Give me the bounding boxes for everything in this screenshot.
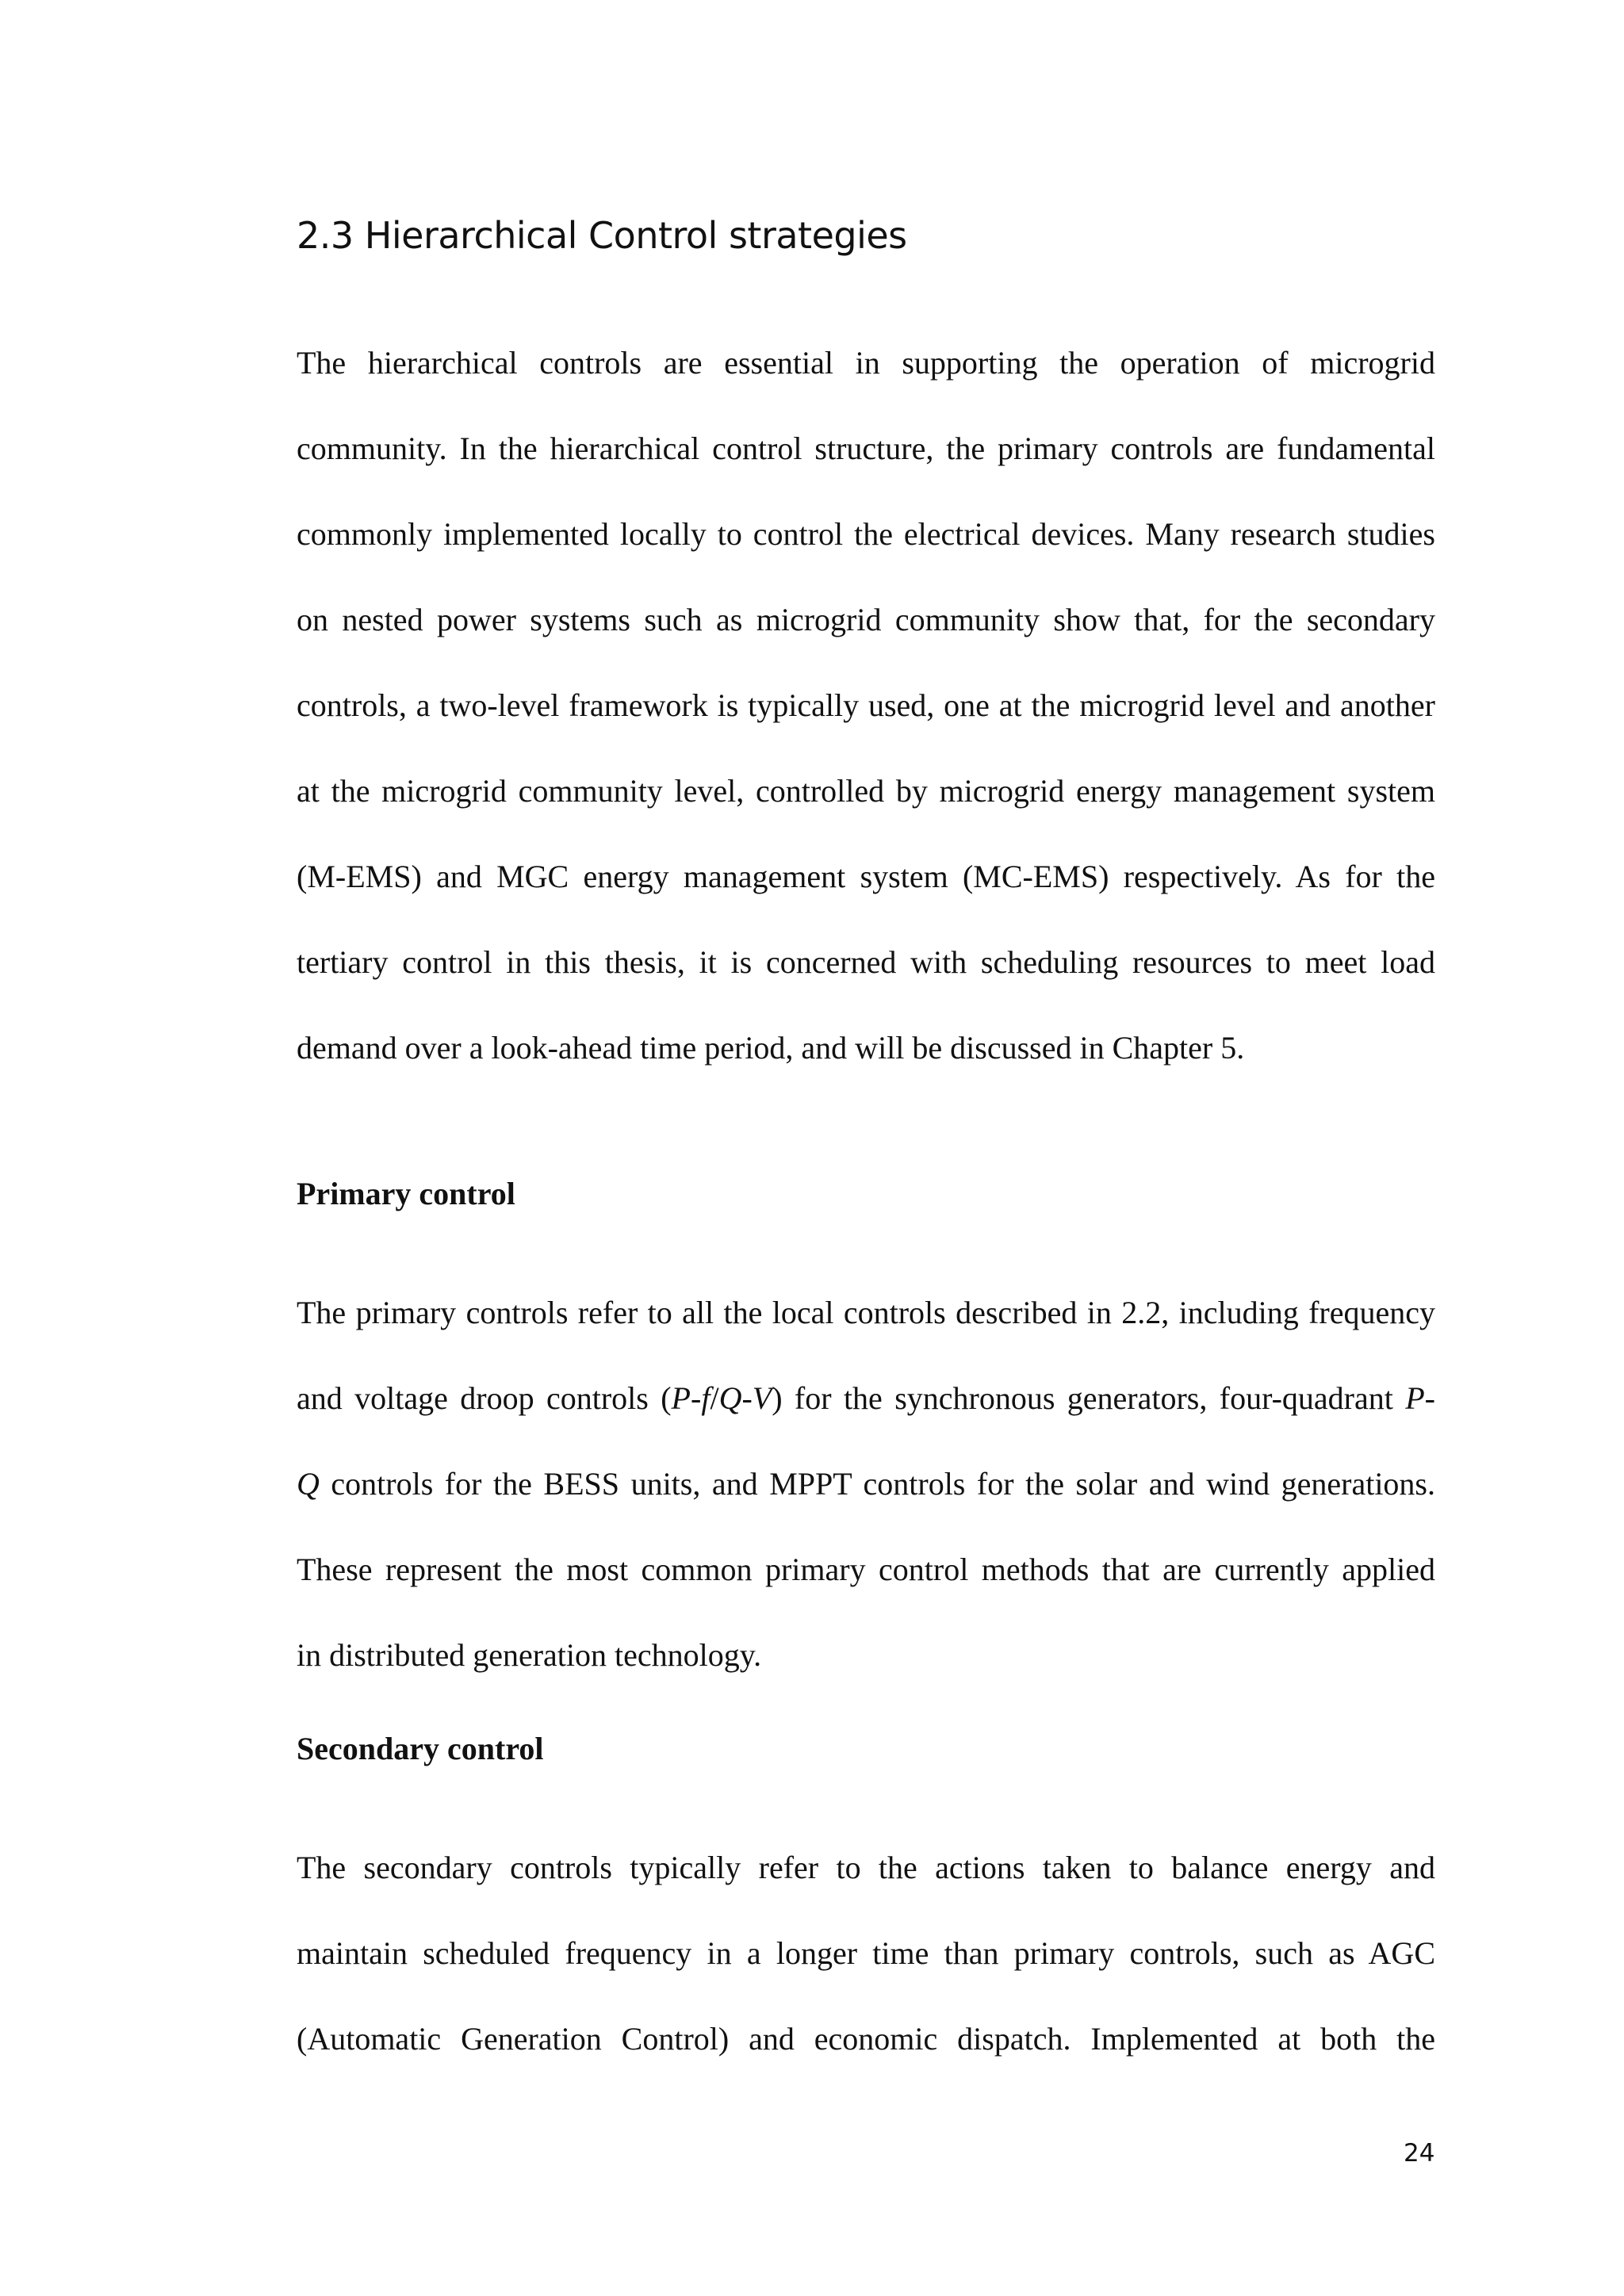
paragraph-line: community. In the hierarchical control structure, the primary controls are fundamental	[297, 430, 1435, 466]
text-run: and voltage droop controls (	[297, 1380, 672, 1416]
secondary-control-paragraph	[297, 1825, 1435, 2082]
primary-control-paragraph	[297, 1270, 1435, 1698]
intro-paragraph	[297, 320, 1435, 1091]
paragraph-line: on nested power systems such as microgrid community show that, for the secondary	[297, 602, 1435, 637]
paragraph-line: in distributed generation technology.	[297, 1637, 762, 1673]
paragraph-line: The secondary controls typically refer to the actions taken to balance energy and	[297, 1850, 1435, 1885]
paragraph-line: demand over a look-ahead time period, and will be discussed in Chapter 5.	[297, 1030, 1245, 1066]
paragraph-line: (Automatic Generation Control) and economic dispatch. Implemented at both the	[297, 2021, 1435, 2057]
math-symbol-q: Q	[297, 1466, 320, 1502]
text-run: ) for the synchronous generators, four-quadrant	[772, 1380, 1406, 1416]
math-symbol-q: Q	[718, 1380, 742, 1416]
math-symbol-p: P	[671, 1380, 691, 1416]
text-run: /	[710, 1380, 719, 1416]
text-run: -	[741, 1380, 753, 1416]
paragraph-line: These represent the most common primary control methods that are currently applied	[297, 1552, 1435, 1587]
paragraph-line: commonly implemented locally to control the electrical devices. Many research studies	[297, 516, 1435, 552]
paragraph-line-with-math	[297, 1356, 1435, 1441]
page-number: 24	[1404, 2139, 1435, 2168]
paragraph-line: The hierarchical controls are essential in supporting the operation of microgrid	[297, 345, 1435, 381]
primary-control-heading: Primary control	[297, 1176, 515, 1211]
math-symbol-p: P-	[1405, 1380, 1436, 1416]
secondary-control-heading: Secondary control	[297, 1731, 544, 1766]
math-symbol-v: V	[752, 1380, 772, 1416]
text-run: controls for the BESS units, and MPPT controls for the solar and wind generations.	[319, 1466, 1435, 1502]
math-symbol-f: f	[701, 1380, 710, 1416]
section-title: 2.3 Hierarchical Control strategies	[297, 214, 907, 257]
text-run: -	[690, 1380, 702, 1416]
paragraph-line: The primary controls refer to all the local controls described in 2.2, including frequency	[297, 1295, 1435, 1330]
paragraph-line-with-math	[297, 1441, 1435, 1527]
paragraph-line: at the microgrid community level, controlled by microgrid energy management system	[297, 773, 1435, 809]
paragraph-line: tertiary control in this thesis, it is concerned with scheduling resources to meet load	[297, 944, 1435, 980]
paragraph-line: maintain scheduled frequency in a longer time than primary controls, such as AGC	[297, 1935, 1435, 1971]
paragraph-line: (M-EMS) and MGC energy management system (MC-EMS) respectively. As for the	[297, 859, 1435, 894]
paragraph-line: controls, a two-level framework is typically used, one at the microgrid level and another	[297, 687, 1435, 723]
